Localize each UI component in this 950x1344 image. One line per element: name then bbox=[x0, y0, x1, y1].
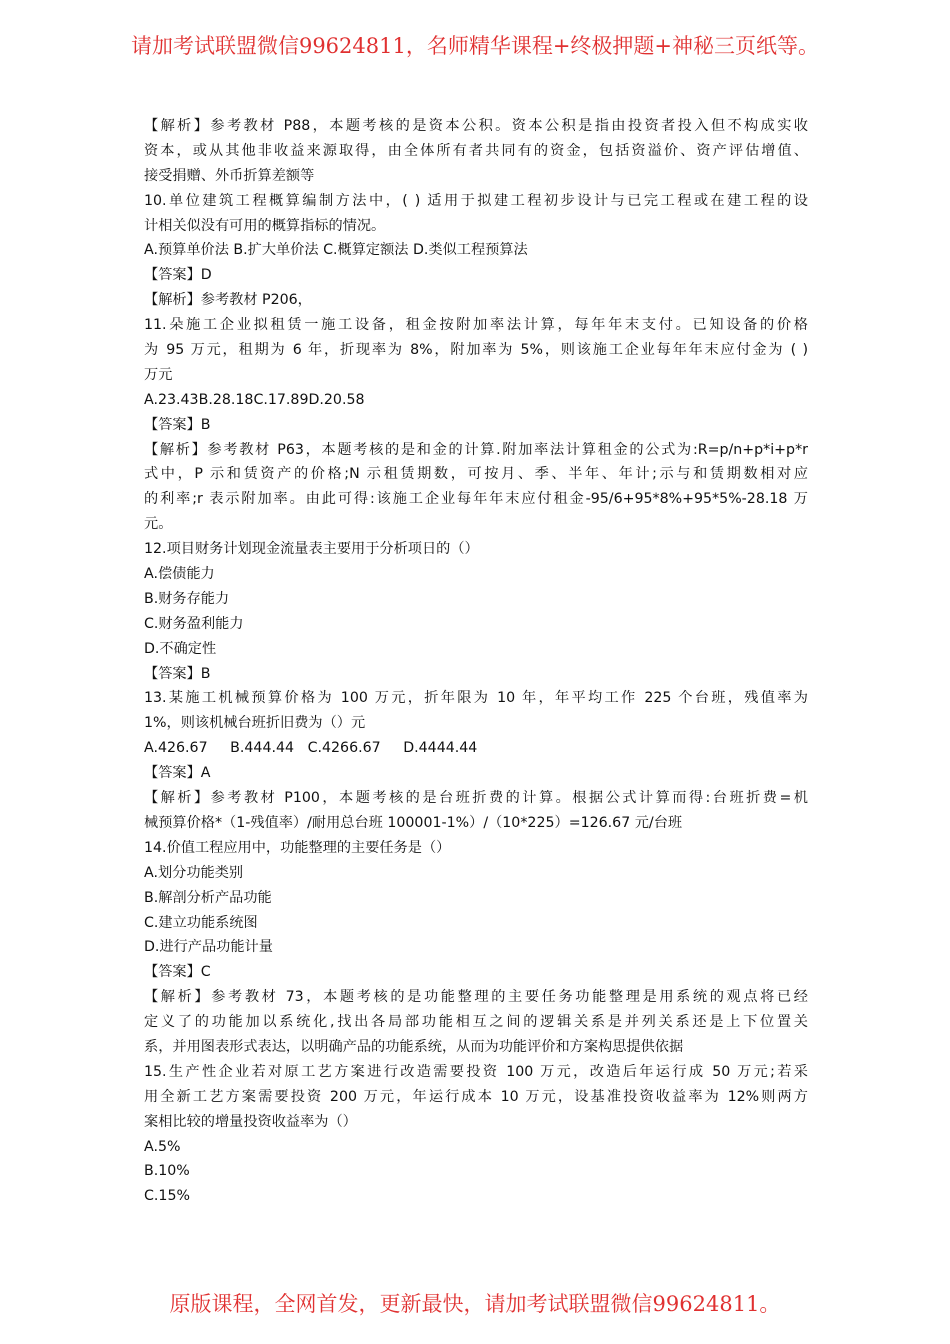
text-line: 计相关似没有可用的概算指标的情况。 bbox=[144, 217, 386, 234]
question-15: 15.生产性企业若对原工艺方案进行改造需要投资 100 万元，改造后年运行成 50 万元;若采 bbox=[144, 1063, 808, 1080]
text-line: 资本，或从其他非收益来源取得，由全体所有者共同有的资金，包括资溢价、资产评估增值、 bbox=[144, 142, 808, 159]
text-line: 系，并用图表形式表达，以明确产品的功能系统，从而为功能评价和方案构思提供依据 bbox=[144, 1038, 684, 1055]
analysis-line: 【解析】参考教材 P100，本题考核的是台班折费的计算。根据公式计算而得:台班折费=机 bbox=[144, 790, 808, 807]
text-line: 元。 bbox=[144, 516, 173, 533]
analysis-line: 【解析】参考教材 P206， bbox=[144, 292, 312, 309]
header-banner: 请加考试联盟微信99624811，名师精华课程+终极押题+神秘三页纸等。 bbox=[130, 34, 820, 58]
analysis-line: 【解析】参考教材 P63，本题考核的是和金的计算.附加率法计算租金的公式为:R=p/n+p*i+p*r bbox=[144, 441, 808, 458]
question-14: 14.价值工程应用中，功能整理的主要任务是（） bbox=[144, 839, 451, 856]
options-line: A.426.67 B.444.44 C.4266.67 D.4444.44 bbox=[144, 740, 478, 757]
options-line: A.预算单价法 B.扩大单价法 C.概算定额法 D.类似工程预算法 bbox=[144, 242, 528, 259]
text-line: 用全新工艺方案需要投资 200 万元，年运行成本 10 万元，设基准投资收益率为 12%则两方 bbox=[144, 1088, 808, 1105]
option-line: A.划分功能类别 bbox=[144, 864, 244, 881]
text-line: 的利率;r 表示附加率。由此可得:该施工企业每年年末应付租金-95/6+95*8%+95*5%-28.18 万 bbox=[144, 491, 808, 508]
option-line: B.财务存能力 bbox=[144, 590, 230, 607]
option-line: B.解剖分析产品功能 bbox=[144, 889, 272, 906]
answer-line: 【答案】B bbox=[144, 416, 211, 433]
answer-line: 【答案】C bbox=[144, 964, 211, 981]
analysis-line: 【解析】参考教材 73，本题考核的是功能整理的主要任务功能整理是用系统的观点将已经 bbox=[144, 989, 808, 1006]
text-line: 为 95 万元，租期为 6 年，折现率为 8%，附加率为 5%，则该施工企业每年年末应付金为 ( ) bbox=[144, 342, 808, 359]
answer-line: 【答案】A bbox=[144, 765, 211, 782]
text-line: 1%，则该机械台班折旧费为（）元 bbox=[144, 715, 366, 732]
text-line: 接受捐赠、外币折算差额等 bbox=[144, 167, 315, 184]
option-line: A.偿债能力 bbox=[144, 566, 215, 583]
answer-line: 【答案】D bbox=[144, 267, 212, 284]
options-line: A.23.43B.28.18C.17.89D.20.58 bbox=[144, 391, 365, 408]
answer-line: 【答案】B bbox=[144, 665, 211, 682]
question-11: 11.朵施工企业拟租赁一施工设备，租金按附加率法计算，每年年末支付。已知设备的价格 bbox=[144, 317, 808, 334]
option-line: C.财务盈利能力 bbox=[144, 615, 244, 632]
text-line: 万元 bbox=[144, 366, 173, 383]
document-body bbox=[144, 114, 808, 1209]
option-line: D.不确定性 bbox=[144, 640, 217, 657]
text-line: 械预算价格*（1-残值率）/耐用总台班 100001-1%）/（10*225）=126.67 元/台班 bbox=[144, 814, 683, 831]
option-line: B.10% bbox=[144, 1163, 190, 1180]
option-line: A.5% bbox=[144, 1138, 181, 1155]
text-line: 【解析】参考教材 P88，本题考核的是资本公积。资本公积是指由投资者投入但不构成实收 bbox=[144, 118, 808, 134]
option-line: C.建立功能系统图 bbox=[144, 914, 258, 931]
option-line: C.15% bbox=[144, 1188, 190, 1205]
question-12: 12.项目财务计划现金流量表主要用于分析项日的（） bbox=[144, 541, 479, 558]
footer-banner: 原版课程，全网首发，更新最快，请加考试联盟微信99624811。 bbox=[169, 1292, 781, 1316]
question-10: 10.单位建筑工程概算编制方法中，( ) 适用于拟建工程初步设计与已完工程或在建工程的设 bbox=[144, 192, 808, 209]
text-line: 式中，P 示和赁资产的价格;N 示租赁期数，可按月、季、半年、年计;示与和赁期数相对应 bbox=[144, 466, 808, 483]
option-line: D.进行产品功能计量 bbox=[144, 939, 273, 956]
text-line: 定义了的功能加以系统化,找出各局部功能相互之间的逻辑关系是并列关系还是上下位置关 bbox=[144, 1014, 808, 1031]
text-line: 案相比较的增量投资收益率为（） bbox=[144, 1113, 357, 1130]
question-13: 13.某施工机械预算价格为 100 万元，折年限为 10 年，年平均工作 225 个台班，残值率为 bbox=[144, 690, 808, 707]
